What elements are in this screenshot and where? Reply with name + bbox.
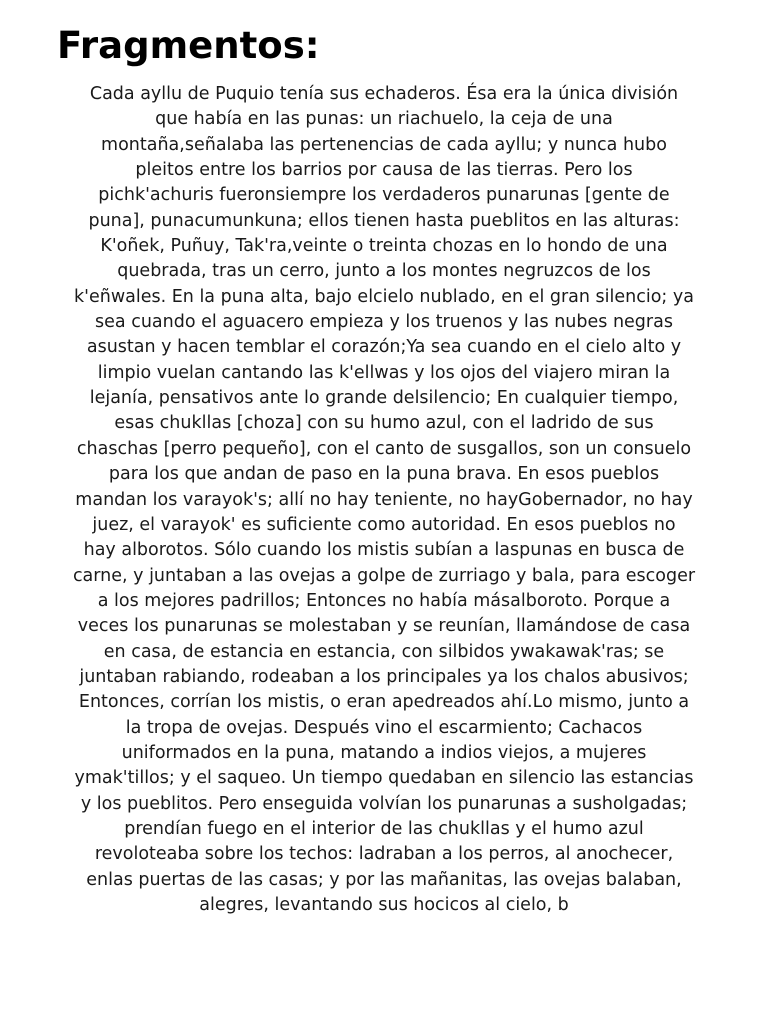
text-line: revoloteaba sobre los techos: ladraban a los perros, al anochecer, [94,844,674,865]
text-line: y los pueblitos. Pero enseguida volvían los punarunas a susholgadas; [80,793,688,814]
text-line: Entonces, corrían los mistis, o eran apedreados ahí.Lo mismo, junto a [78,692,690,713]
text-line: pleitos entre los barrios por causa de las tierras. Pero los [135,160,633,181]
text-line: a los mejores padrillos; Entonces no había másalboroto. Porque a [97,590,671,611]
text-line: prendían fuego en el interior de las chukllas y el humo azul [124,818,644,839]
text-line: Cada ayllu de Puquio tenía sus echaderos. Ésa era la única división [89,84,679,104]
text-line: juez, el varayok' es suficiente como autoridad. En esos pueblos no [92,514,676,535]
text-line: sea cuando el aguacero empieza y los truenos y las nubes negras [95,312,673,333]
text-line: montaña,señalaba las pertenencias de cada ayllu; y nunca hubo [101,134,667,155]
text-line: enlas puertas de las casas; y por las mañanitas, las ovejas balaban, [86,869,682,890]
text-line: chaschas [perro pequeño], con el canto de susgallos, son un consuelo [76,438,692,459]
text-line: quebrada, tras un cerro, junto a los montes negruzcos de los [117,261,651,282]
text-line: que había en las punas: un riachuelo, la ceja de una [155,109,613,130]
text-line: esas chukllas [choza] con su humo azul, con el ladrido de sus [114,413,654,434]
text-line: ymak'tillos; y el saqueo. Un tiempo quedaban en silencio las estancias [74,768,694,789]
text-line: carne, y juntaban a las ovejas a golpe de zurriago y bala, para escoger [72,565,696,586]
text-line: hay alborotos. Sólo cuando los mistis subían a laspunas en busca de [83,540,685,561]
text-line: juntaban rabiando, rodeaban a los principales ya los chalos abusivos; [79,666,689,687]
body-paragraph [54,82,714,918]
text-line: puna], punacumunkuna; ellos tienen hasta pueblitos en las alturas: [88,210,680,231]
text-line: alegres, levantando sus hocicos al cielo, b [199,895,569,915]
text-line: limpio vuelan cantando las k'ellwas y los ojos del viajero miran la [97,362,671,383]
text-line: la tropa de ovejas. Después vino el escarmiento; Cachacos [125,717,643,738]
text-line: mandan los varayok's; allí no hay teniente, no hayGobernador, no hay [75,489,693,510]
text-line: asustan y hacen temblar el corazón;Ya sea cuando en el cielo alto y [86,337,682,358]
text-line: veces los punarunas se molestaban y se reunían, llamándose de casa [77,616,691,637]
text-line: lejanía, pensativos ante lo grande delsilencio; En cualquier tiempo, [89,388,679,409]
text-line: en casa, de estancia en estancia, con silbidos ywakawak'ras; se [103,641,665,662]
text-line: pichk'achuris fueronsiempre los verdaderos punarunas [gente de [98,185,670,206]
text-line: uniformados en la puna, matando a indios viejos, a mujeres [121,742,647,763]
text-line: para los que andan de paso en la puna brava. En esos pueblos [108,464,660,485]
page-title: Fragmentos: [57,24,320,67]
text-line: K'oñek, Puñuy, Tak'ra,veinte o treinta chozas en lo hondo de una [100,236,668,257]
text-line: k'eñwales. En la puna alta, bajo elcielo nublado, en el gran silencio; ya [74,286,694,307]
